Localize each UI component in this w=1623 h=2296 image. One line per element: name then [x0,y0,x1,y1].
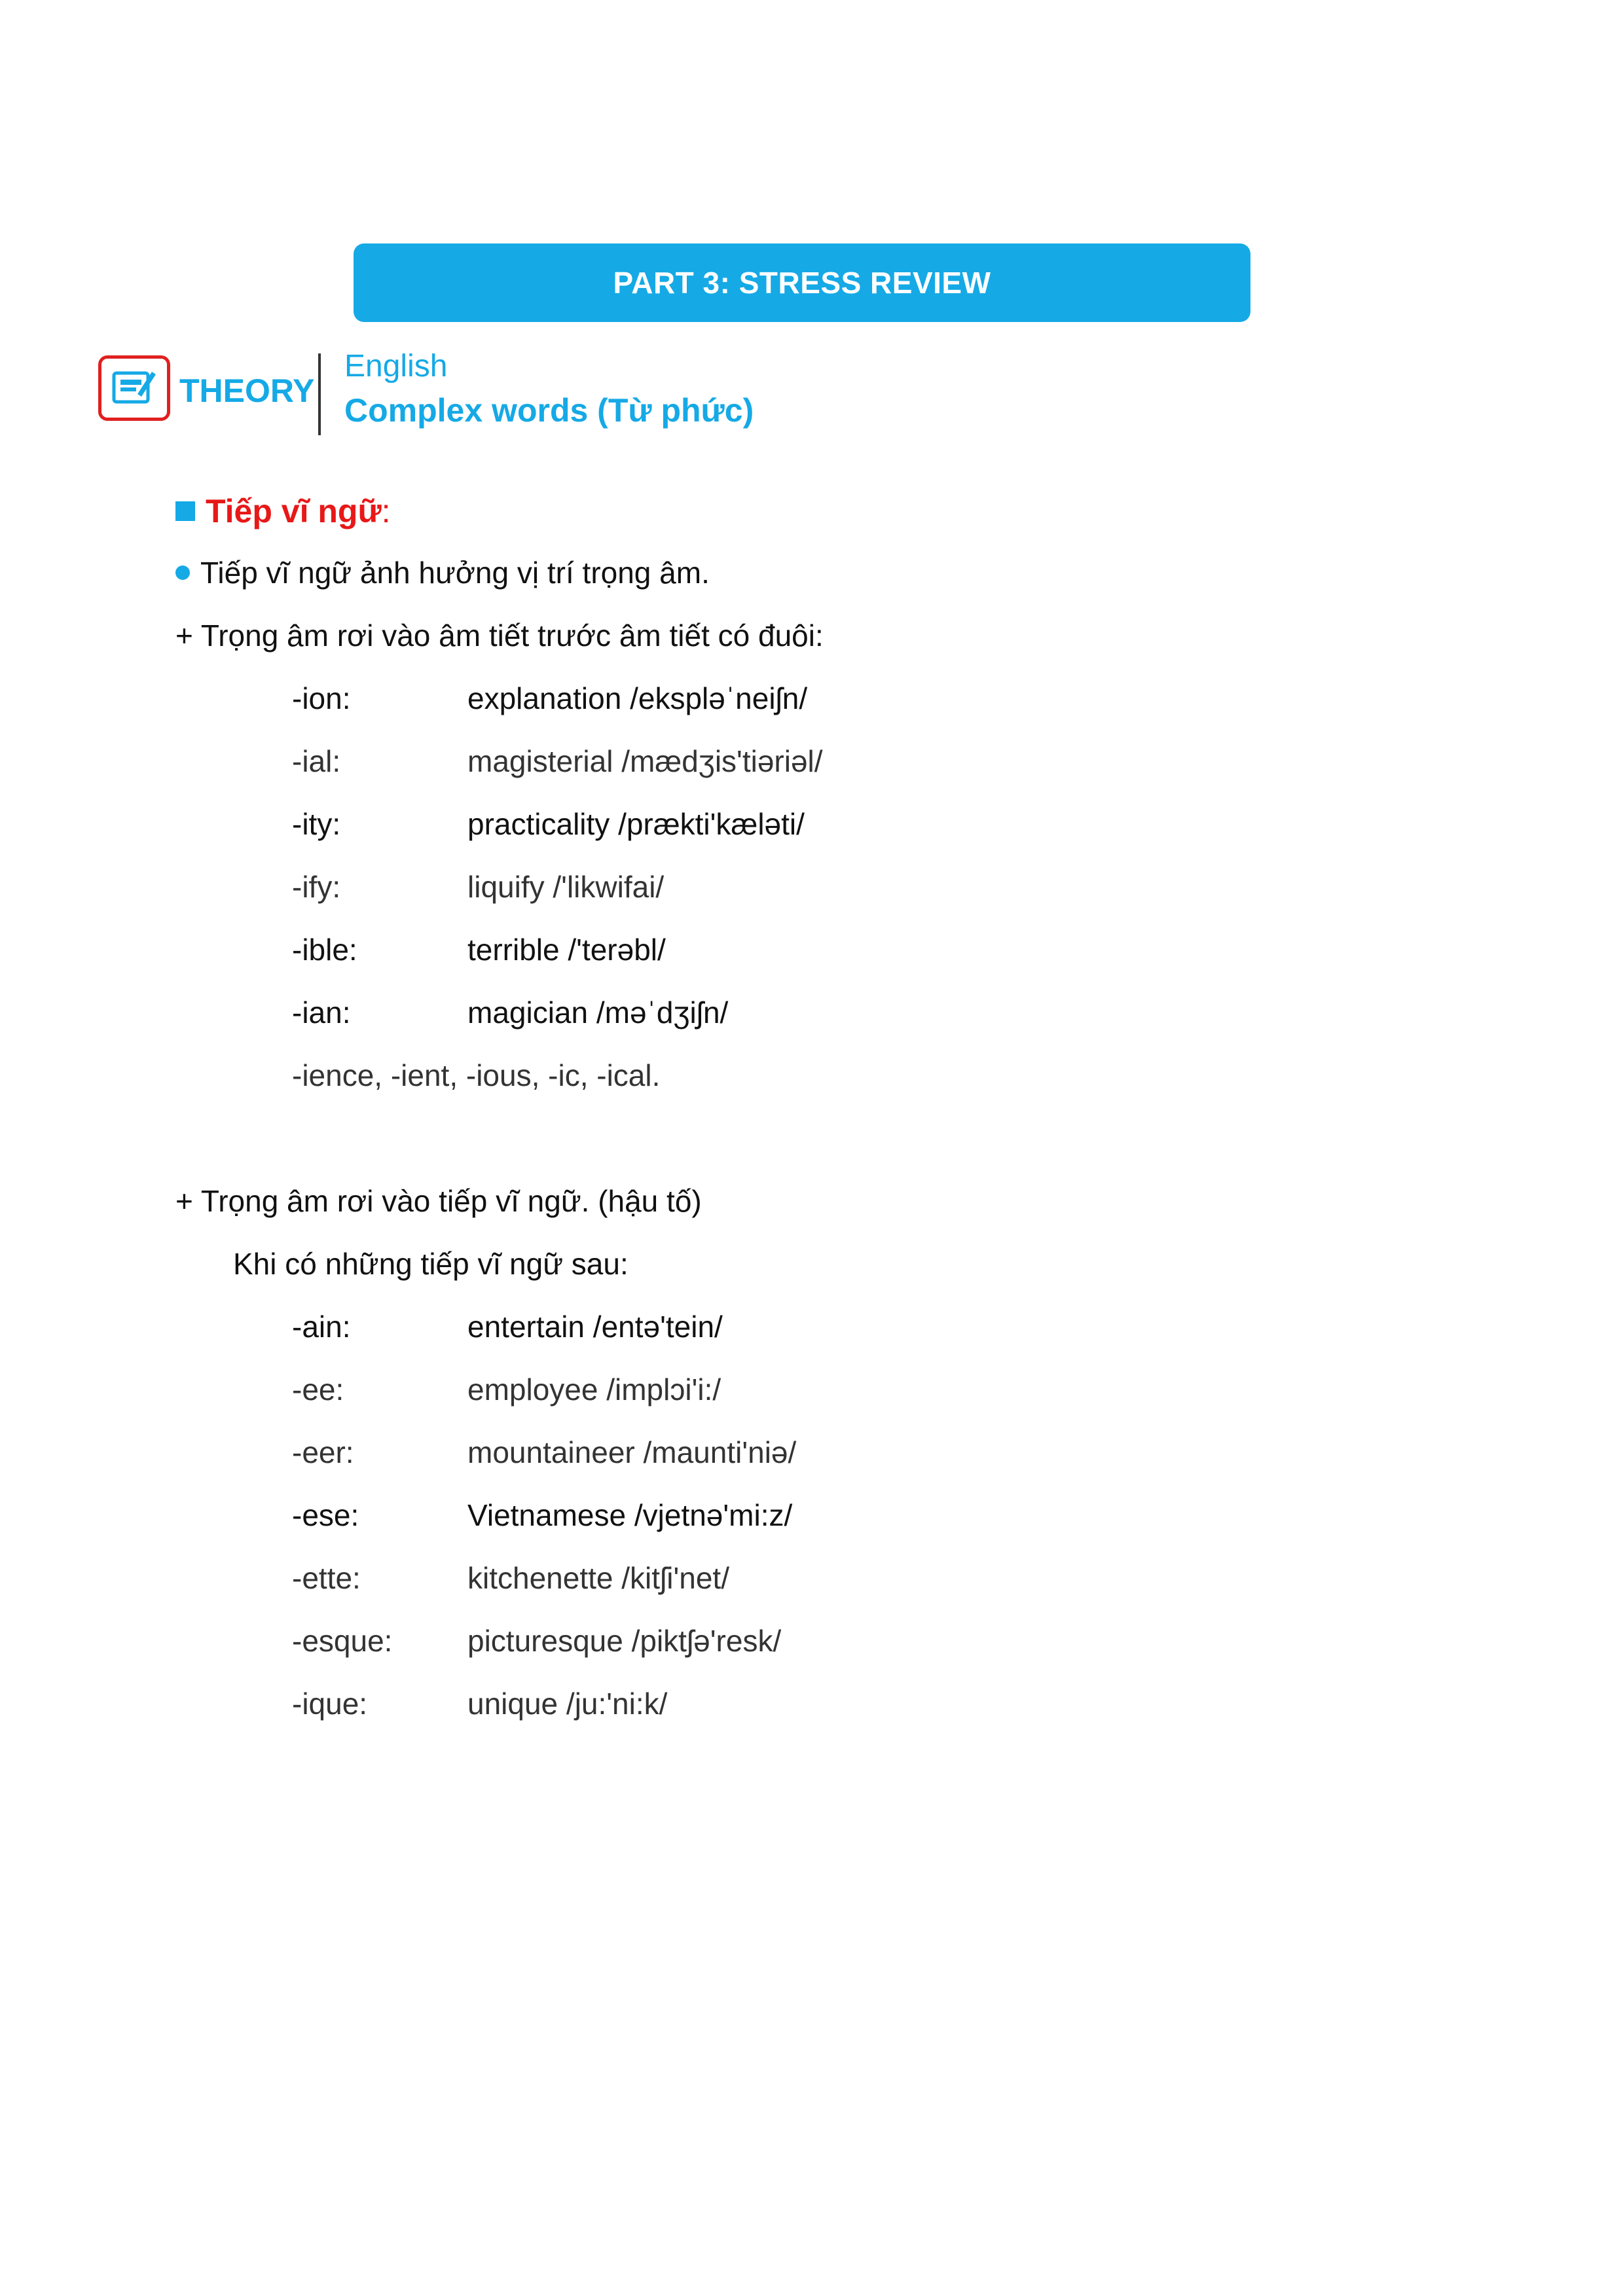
banner-title: PART 3: STRESS REVIEW [613,266,991,300]
suffix-label: -ible: [292,933,357,967]
topic-title: Complex words (Từ phức) [344,392,754,429]
section-heading [175,492,391,530]
example-word: Vietnamese /vjetnə'mi:z/ [467,1498,793,1532]
bullet-line [175,555,710,590]
section-heading-text: Tiếp vĩ ngữ [206,493,382,529]
suffix-label: -ial: [292,744,341,778]
suffix-label: -ique: [292,1687,368,1721]
suffix-label: -ify: [292,870,341,904]
example-word: magician /məˈdʒiʃn/ [467,996,729,1030]
extra-suffixes: -ience, -ient, -ious, -ic, -ical. [292,1058,661,1092]
example-word: magisterial /mædʒis'tiəriəl/ [467,744,823,778]
subject-label: English [344,349,448,384]
suffix-label: -eer: [292,1435,354,1469]
example-word: terrible /'terəbl/ [467,933,666,967]
example-word: kitchenette /kitʃi'net/ [467,1561,729,1595]
example-word: picturesque /piktʃə'resk/ [467,1624,782,1658]
dot-bullet-icon [175,565,190,580]
example-word: employee /implɔi'i:/ [467,1372,721,1407]
example-word: mountaineer /maunti'niə/ [467,1435,797,1469]
section-heading-colon: : [381,493,391,529]
rule-two: + Trọng âm rơi vào tiếp vĩ ngữ. (hậu tố) [175,1184,702,1218]
suffix-label: -ain: [292,1310,351,1344]
header-divider [318,353,321,435]
suffix-label: -ette: [292,1561,361,1595]
theory-book-icon [98,355,170,421]
example-word: liquify /'likwifai/ [467,870,665,904]
rule-two-sub: Khi có những tiếp vĩ ngữ sau: [233,1247,629,1281]
rule-one: + Trọng âm rơi vào âm tiết trước âm tiết có đuôi: [175,619,824,653]
theory-label: THEORY [179,372,315,409]
example-word: explanation /ekspləˈneiʃn/ [467,681,808,715]
suffix-label: -esque: [292,1624,393,1658]
suffix-label: -ian: [292,996,351,1030]
bullet-text: Tiếp vĩ ngữ ảnh hưởng vị trí trọng âm. [200,556,710,590]
part-banner [354,243,1250,322]
suffix-label: -ion: [292,681,351,715]
suffix-label: -ese: [292,1498,359,1532]
example-word: practicality /prækti'kæləti/ [467,807,805,841]
example-word: entertain /entə'tein/ [467,1310,723,1344]
suffix-label: -ity: [292,807,341,841]
example-word: unique /ju:'ni:k/ [467,1687,668,1721]
suffix-label: -ee: [292,1372,344,1407]
square-bullet-icon [175,501,195,521]
